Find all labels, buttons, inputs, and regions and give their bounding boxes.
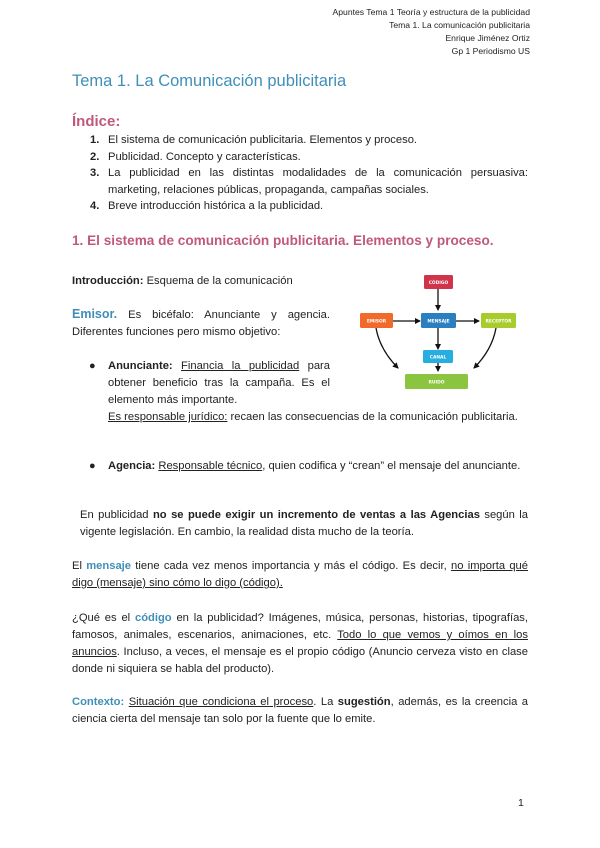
- ruido-label: RUIDO: [428, 380, 445, 386]
- header-line-2: Tema 1. La comunicación publicitaria: [389, 20, 530, 30]
- emisor-paragraph: [72, 306, 330, 341]
- bullet-dot: ●: [89, 460, 96, 472]
- index-item-number: 1.: [90, 134, 100, 146]
- index-item-text: Breve introducción histórica a la publicidad.: [108, 200, 324, 212]
- emisor-label: EMISOR: [366, 319, 387, 325]
- intro-text: Esquema de la comunicación: [143, 275, 293, 287]
- index-item: [90, 149, 528, 166]
- mensaje-text-2: tiene cada vez menos importancia y más el código. Es decir,: [131, 560, 452, 572]
- anunciante-label: Anunciante:: [108, 360, 173, 372]
- contexto-paragraph: [72, 694, 528, 728]
- index-item-text: Publicidad. Concepto y características.: [108, 150, 301, 163]
- ventas-paragraph: [80, 507, 528, 541]
- intro-paragraph: [72, 273, 332, 290]
- header-line-4: Gp 1 Periodismo US: [451, 46, 530, 56]
- ventas-text-1: En publicidad: [80, 509, 153, 521]
- arrow-emisor-ruido: [376, 328, 398, 368]
- codigo-underline: Todo lo que vemos y oímos en los anuncios: [72, 629, 528, 658]
- page-number: 1: [518, 797, 524, 809]
- agencia-text: , quien codifica y “crean” el mensaje del anunciante.: [262, 460, 521, 472]
- mensaje-label: mensaje: [86, 560, 132, 572]
- communication-diagram: [358, 272, 520, 392]
- header-line-3: Enrique Jiménez Ortiz: [445, 33, 530, 43]
- index-item-number: 4.: [90, 200, 100, 212]
- codigo-label: código: [134, 612, 172, 624]
- mensaje-underline: no importa qué digo (mensaje) sino cómo lo digo (código).: [72, 560, 528, 589]
- section-heading: 1. El sistema de comunicación publicitaria. Elementos y proceso.: [72, 233, 494, 248]
- codigo-text-1: ¿Qué es el: [72, 612, 135, 624]
- anunciante-text-2: recaen las consecuencias de la comunicación publicitaria.: [227, 411, 518, 423]
- mensaje-paragraph: [72, 558, 528, 592]
- emisor-box: [360, 313, 393, 328]
- anunciante-text-1: para obtener beneficio tras la campaña. Es el elemento más importante.: [108, 360, 331, 406]
- agencia-bullet: [89, 458, 528, 475]
- receptor-label: RECEPTOR: [485, 319, 512, 325]
- emisor-text: Es bicéfalo: Anunciante y agencia. Diferentes funciones pero mismo objetivo:: [72, 309, 330, 338]
- canal-label: CANAL: [429, 355, 447, 361]
- index-item-text: La publicidad en las distintas modalidades de la comunicación persuasiva: marketing, relaciones públicas, propaganda, campañas sociales.: [108, 167, 528, 196]
- ruido-box: [405, 374, 468, 389]
- ventas-text-2: según la vigente legislación. En cambio, la realidad dista mucho de la teoría.: [80, 509, 529, 538]
- index-item: [90, 198, 528, 215]
- ventas-bold: no se puede exigir un incremento de ventas a las Agencias: [152, 509, 480, 521]
- sugestion-bold: sugestión: [337, 696, 391, 708]
- index-item-number: 3.: [90, 167, 100, 179]
- contexto-text-2: , además, es la creencia a ciencia cierta del mensaje tan solo por la fuente que lo emite.: [72, 696, 529, 725]
- header-line-1: Apuntes Tema 1 Teoría y estructura de la publicidad: [332, 7, 530, 17]
- index-item: [90, 132, 528, 149]
- codigo-box: [424, 275, 453, 289]
- arrow-receptor-ruido: [474, 328, 496, 368]
- contexto-underline: Situación que condiciona el proceso: [128, 696, 314, 708]
- index-item-text: El sistema de comunicación publicitaria. Elementos y proceso.: [108, 134, 418, 146]
- anunciante-bullet-continued: [108, 409, 528, 426]
- page-header: [333, 6, 530, 58]
- receptor-box: [481, 313, 516, 328]
- document-title: Tema 1. La Comunicación publicitaria: [72, 72, 347, 90]
- intro-label: Introducción:: [72, 275, 144, 287]
- anunciante-bullet: [89, 358, 331, 409]
- mensaje-label: MENSAJE: [427, 319, 450, 325]
- bullet-dot: ●: [89, 360, 96, 372]
- emisor-label: Emisor.: [72, 307, 118, 321]
- codigo-paragraph: [72, 610, 528, 678]
- anunciante-underline-1: Financia la publicidad: [181, 360, 300, 372]
- index-item-number: 2.: [90, 150, 100, 163]
- codigo-text-2: en la publicidad? Imágenes, música, personas, historias, tipografías, famosos, animales, escenarios, animaciones, etc.: [72, 612, 528, 641]
- index-heading: Índice:: [72, 113, 121, 130]
- contexto-text-1: . La: [313, 696, 338, 708]
- mensaje-box: [421, 313, 456, 328]
- mensaje-text-1: El: [72, 560, 87, 572]
- codigo-label: CÓDIGO: [428, 281, 449, 286]
- agencia-underline: Responsable técnico: [158, 460, 263, 472]
- contexto-label: Contexto:: [72, 696, 125, 708]
- codigo-text-3: . Incluso, a veces, el mensaje es el propio código (Anuncio cerveza visto en clase donde ni siquiera se habla del producto).: [72, 646, 528, 675]
- anunciante-underline-2: Es responsable jurídico:: [108, 411, 228, 423]
- agencia-label: Agencia:: [108, 460, 156, 472]
- index-item: [90, 165, 528, 198]
- index-list: [90, 132, 528, 215]
- canal-box: [423, 350, 453, 363]
